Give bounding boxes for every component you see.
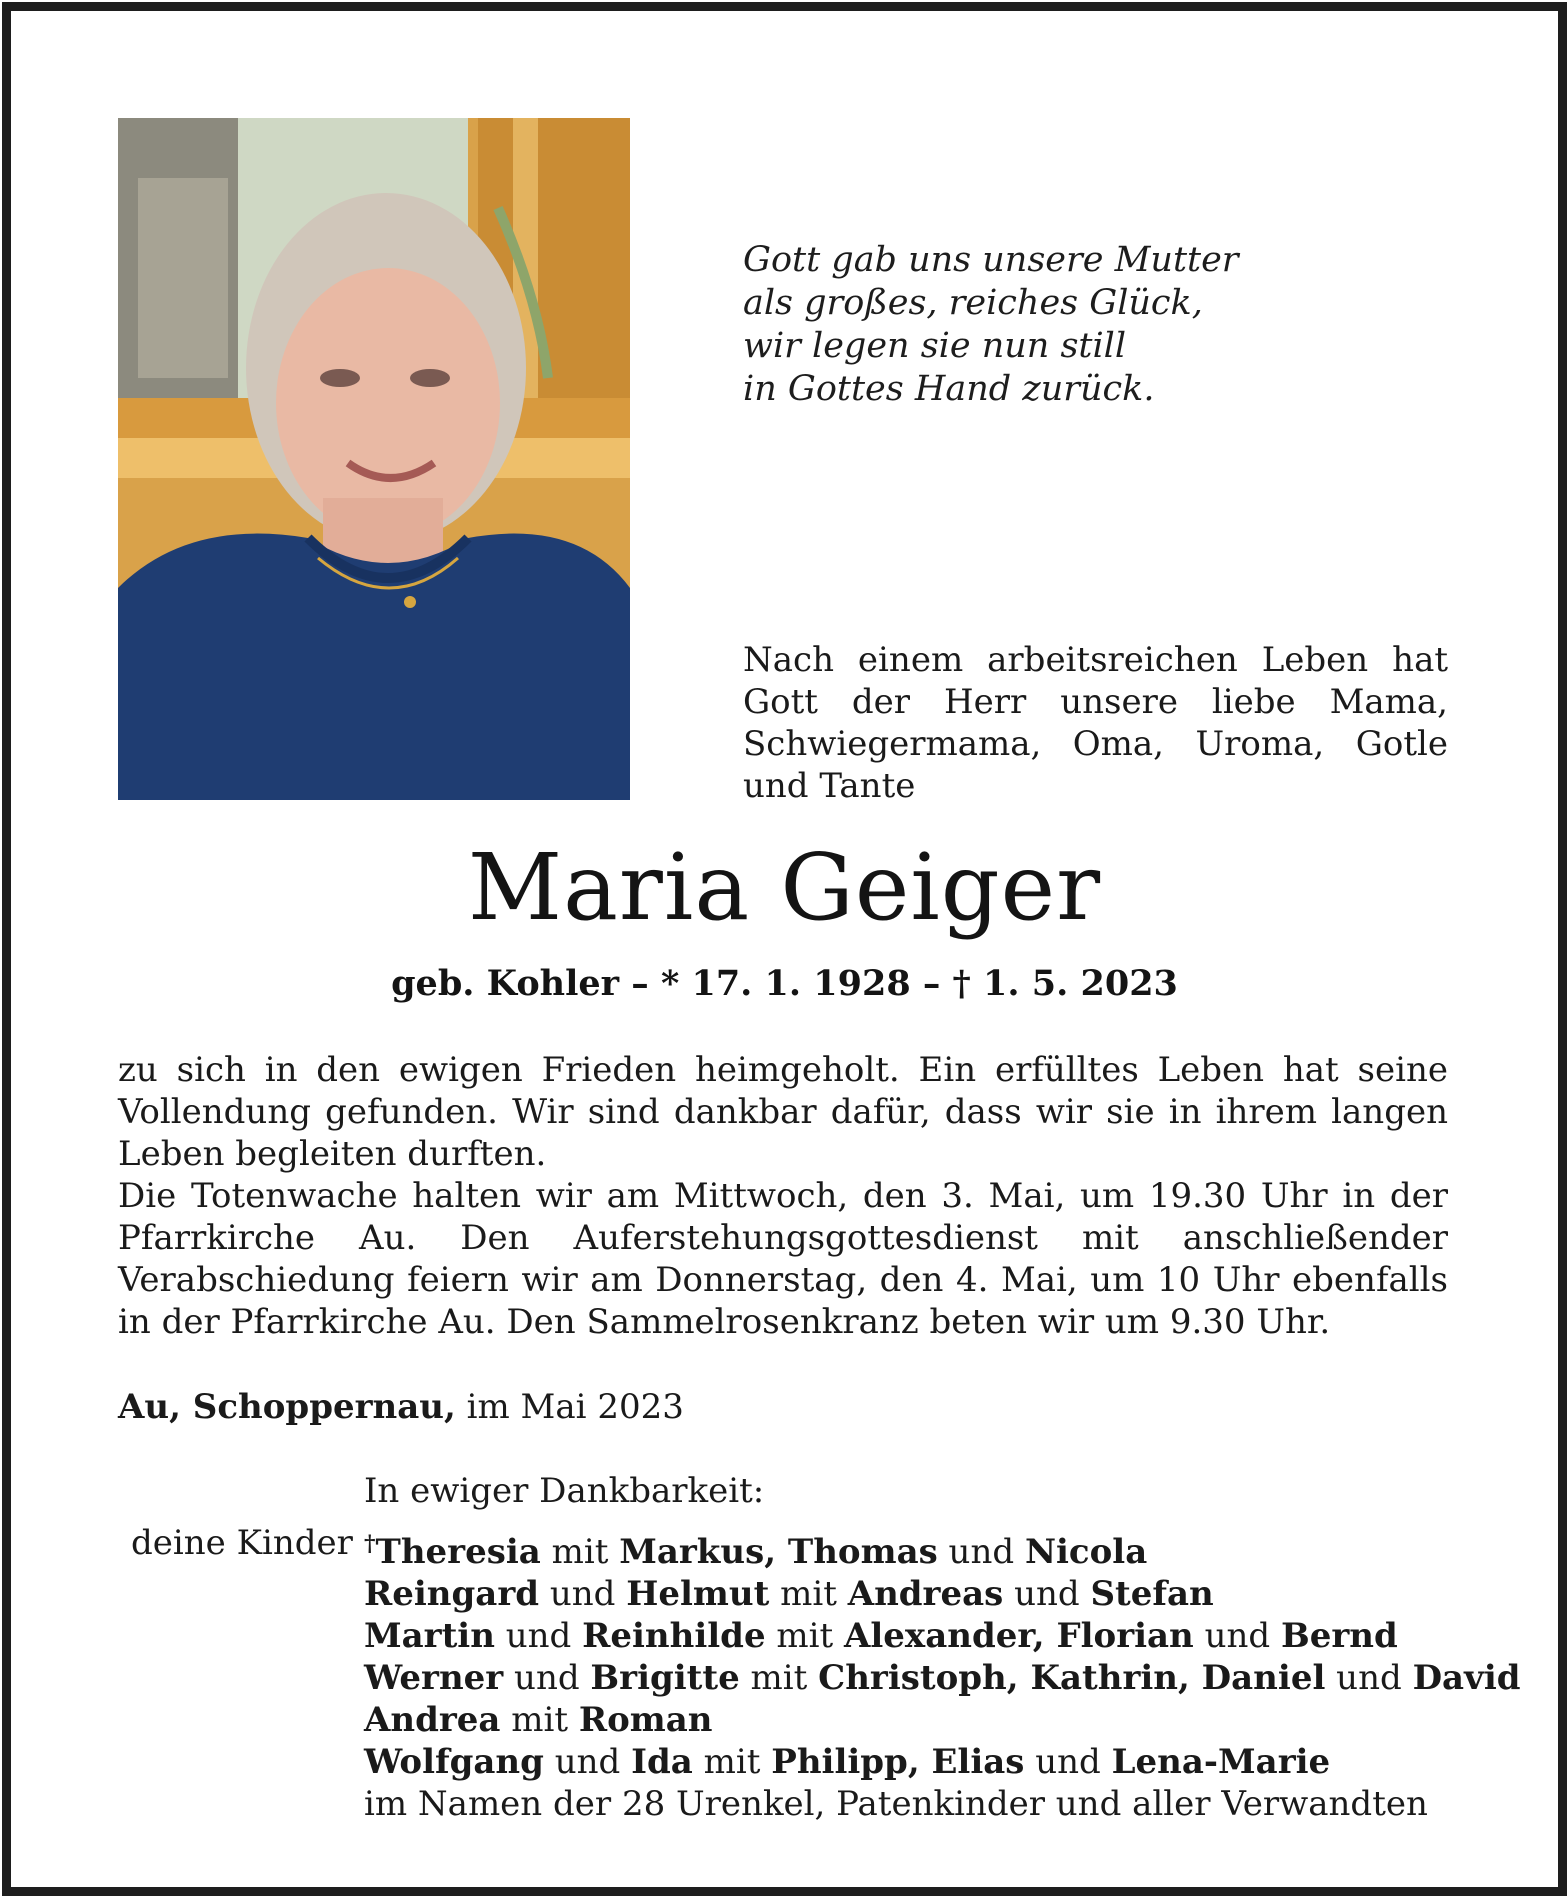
family-connector: und (1325, 1658, 1413, 1698)
place-date: im Mai 2023 (455, 1387, 684, 1427)
family-name: Stefan (1090, 1574, 1214, 1614)
family-name: Helmut (626, 1574, 770, 1614)
thanks-heading: In ewiger Dankbarkeit: (364, 1471, 765, 1511)
family-connector: und (1024, 1742, 1112, 1782)
poem-verse (743, 239, 1303, 411)
family-line (364, 1523, 1521, 1573)
family-name: Lena-Marie (1111, 1742, 1331, 1782)
family-name: Christoph, Kathrin, Daniel (818, 1658, 1326, 1698)
obituary-frame (2, 2, 1567, 1896)
family-connector: und (494, 1616, 583, 1656)
kids-label: deine Kinder (131, 1523, 353, 1563)
family-name: Wolfgang (364, 1742, 544, 1782)
portrait-illustration (118, 118, 630, 800)
family-name: Theresia (375, 1532, 541, 1572)
family-connector: und (937, 1532, 1025, 1572)
poem-line: wir legen sie nun still (743, 326, 1127, 366)
family-name: Brigitte (590, 1658, 740, 1698)
family-line (364, 1615, 1521, 1657)
birth-death-dates: geb. Kohler – * 17. 1. 1928 – † 1. 5. 2023 (391, 963, 1178, 1004)
family-name: Roman (578, 1700, 713, 1740)
family-name: David (1412, 1658, 1521, 1698)
dagger-mark: † (364, 1531, 376, 1557)
family-name: Bernd (1280, 1616, 1398, 1656)
poem-line: Gott gab uns unsere Mutter (743, 240, 1239, 280)
poem-line: in Gottes Hand zurück. (743, 369, 1155, 409)
family-connector: und (543, 1742, 632, 1782)
family-name: Alexander, Florian (844, 1616, 1194, 1656)
family-connector: und (1003, 1574, 1091, 1614)
intro-text: Nach einem arbeitsreichen Leben hat Gott der Herr unsere liebe Mama, Schwiegermama, Oma, Uroma, Gotle und Tante (743, 640, 1448, 806)
family-connector: und (1193, 1616, 1281, 1656)
family-name: Ida (631, 1742, 693, 1782)
family-list (364, 1523, 1521, 1825)
family-line (364, 1741, 1521, 1783)
portrait-photo (118, 118, 630, 800)
family-connector: mit (765, 1616, 844, 1656)
family-name: Philipp, Elias (771, 1742, 1025, 1782)
family-name: Martin (364, 1616, 495, 1656)
family-connector: mit (769, 1574, 848, 1614)
family-name: Werner (364, 1658, 504, 1698)
family-connector: mit (739, 1658, 819, 1698)
place-date-line (118, 1387, 684, 1427)
family-connector: und (539, 1574, 627, 1614)
family-line (364, 1573, 1521, 1615)
family-name: Andrea (364, 1700, 501, 1740)
poem-line: als großes, reiches Glück, (743, 283, 1203, 323)
family-connector: mit (692, 1742, 772, 1782)
family-name: Reinhilde (582, 1616, 766, 1656)
deceased-name: Maria Geiger (467, 834, 1102, 941)
family-line (364, 1657, 1521, 1699)
family-name: Reingard (364, 1574, 540, 1614)
body-paragraph: Die Totenwache halten wir am Mittwoch, den 3. Mai, um 19.30 Uhr in der Pfarrkirche Au. Den Auferstehungsgottesdienst mit anschließender Verabschiedung feiern wir am Donnerstag, den 4. Mai, um 10 Uhr ebenfalls in der Pfarrkirche Au. Den Sammelrosenkranz beten wir um 9.30 Uhr. (118, 1176, 1448, 1342)
family-name: Nicola (1024, 1532, 1148, 1572)
family-line (364, 1783, 1521, 1825)
family-connector: mit (540, 1532, 620, 1572)
family-connector: mit (500, 1700, 579, 1740)
family-line (364, 1699, 1521, 1741)
place-name: Au, Schoppernau, (118, 1387, 456, 1427)
family-connector: und (503, 1658, 591, 1698)
family-connector: im Namen der 28 Urenkel, Patenkinder und aller Verwandten (364, 1784, 1428, 1824)
body-text (118, 1049, 1448, 1343)
family-name: Andreas (847, 1574, 1004, 1614)
body-paragraph: zu sich in den ewigen Frieden heimgeholt. Ein erfülltes Leben hat seine Vollendung gefunden. Wir sind dankbar dafür, dass wir sie in ihrem langen Leben begleiten durften. (118, 1050, 1448, 1174)
family-name: Markus, Thomas (619, 1532, 938, 1572)
